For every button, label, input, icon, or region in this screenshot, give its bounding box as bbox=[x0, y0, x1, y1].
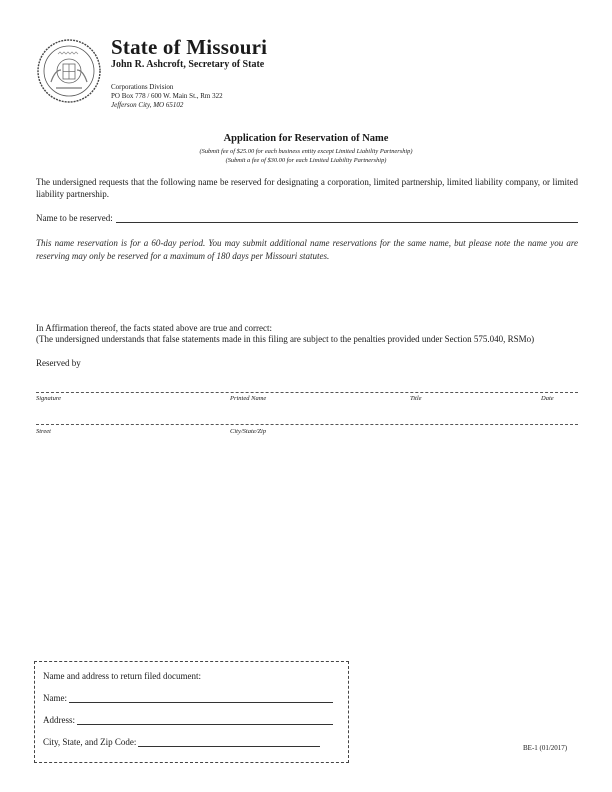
secretary-name: John R. Ashcroft, Secretary of State bbox=[111, 59, 265, 70]
street-caption: Street bbox=[36, 428, 51, 435]
reservation-note: This name reservation is for a 60-day period. You may submit additional name reservations for the same name, but please note the name you are reserving may only be reserved for a maximum of 180 days per Missouri statutes. bbox=[36, 238, 578, 261]
date-caption: Date bbox=[541, 395, 554, 402]
name-to-reserve-label: Name to be reserved: bbox=[36, 213, 113, 223]
intro-paragraph: The undersigned requests that the following name be reserved for designating a corporation, limited partnership, limited liability company, or limited liability partnership. bbox=[36, 177, 578, 199]
printed-name-caption: Printed Name bbox=[230, 395, 267, 402]
return-address-box bbox=[34, 661, 349, 763]
fee-note-1: (Submit fee of $25.00 for each business entity except Limited Liability Partnership) bbox=[199, 148, 413, 155]
return-name-label: Name: bbox=[43, 693, 67, 703]
office-city: Jefferson City, MO 65102 bbox=[111, 101, 184, 109]
state-title: State of Missouri bbox=[111, 35, 268, 59]
city-state-zip-caption: City/State/Zip bbox=[230, 428, 267, 435]
address-line[interactable] bbox=[36, 424, 578, 425]
signature-caption: Signature bbox=[36, 395, 62, 402]
affirmation-penalty-note: (The undersigned understands that false statements made in this filing are subject to the penalties provided under Section 575.040, RSMo) bbox=[36, 334, 535, 344]
return-name-field[interactable] bbox=[69, 694, 333, 703]
name-to-reserve-field[interactable] bbox=[116, 213, 578, 223]
return-box-heading: Name and address to return filed document: bbox=[43, 671, 201, 681]
title-caption: Title bbox=[410, 395, 422, 402]
return-name-row bbox=[43, 693, 333, 703]
affirmation-statement: In Affirmation thereof, the facts stated above are true and correct: bbox=[36, 323, 272, 333]
return-city-row bbox=[43, 737, 320, 747]
form-title: Application for Reservation of Name bbox=[223, 133, 389, 144]
signature-line[interactable] bbox=[36, 392, 578, 393]
missouri-seal-icon bbox=[36, 38, 102, 104]
division-name: Corporations Division bbox=[111, 83, 174, 91]
fee-note-2: (Submit a fee of $30.00 for each Limited Liability Partnership) bbox=[225, 157, 387, 164]
return-address-field[interactable] bbox=[77, 716, 333, 725]
name-to-reserve-row bbox=[36, 213, 578, 223]
reserved-by-label: Reserved by bbox=[36, 358, 81, 368]
return-address-row bbox=[43, 715, 333, 725]
office-address: PO Box 778 / 600 W. Main St., Rm 322 bbox=[111, 92, 223, 100]
return-city-label: City, State, and Zip Code: bbox=[43, 737, 137, 747]
return-address-label: Address: bbox=[43, 715, 75, 725]
return-city-field[interactable] bbox=[138, 738, 320, 747]
form-id: BE-1 (01/2017) bbox=[523, 744, 568, 752]
